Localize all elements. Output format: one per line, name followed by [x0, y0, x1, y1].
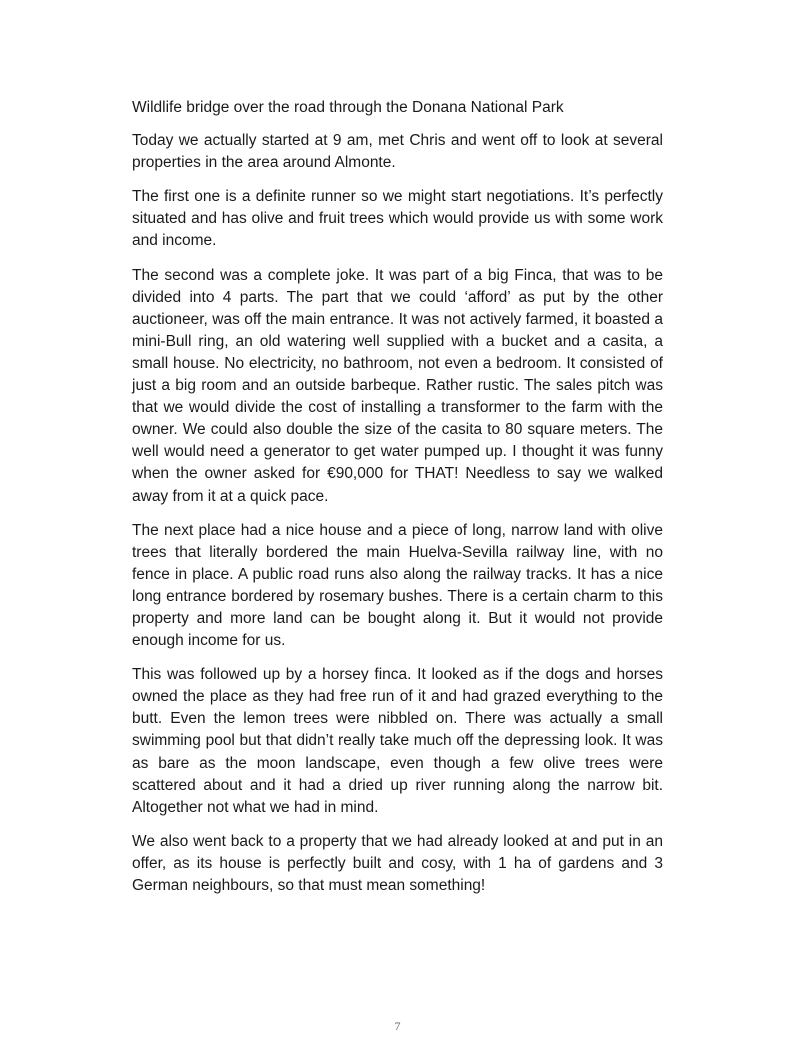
- paragraph: This was followed up by a horsey finca. It looked as if the dogs and horses owned the place as they had free run of it and had grazed everything to the butt. Even the lemon trees were nibbled on. There was actually a small swimming pool but that didn’t really take much off the depressing look. It was as bare as the moon landscape, even though a few olive trees were scattered about and it had a dried up river running along the narrow bit. Altogether not what we had in mind.: [132, 666, 663, 816]
- paragraph: The second was a complete joke. It was part of a big Finca, that was to be divided into 4 parts. The part that we could ‘afford’ as put by the other auctioneer, was off the main entrance. It was not actively farmed, it boasted a mini-Bull ring, an old watering well supplied with a bucket and a casita, a small house. No electricity, no bathroom, not even a bedroom. It consisted of just a big room and an outside barbeque. Rather rustic. The sales pitch was that we would divide the cost of installing a transformer to the farm with the owner. We could also double the size of the casita to 80 square meters. The well would need a generator to get water pumped up. I thought it was funny when the owner asked for €90,000 for THAT! Needless to say we walked away from it at a quick pace.: [132, 266, 663, 505]
- paragraph: Today we actually started at 9 am, met Chris and went off to look at several properties in the area around Almonte.: [132, 132, 663, 172]
- photo-caption: Wildlife bridge over the road through the Donana National Park: [132, 99, 564, 116]
- page-number: 7: [394, 1019, 401, 1033]
- page-body: [132, 97, 663, 909]
- paragraph: The first one is a definite runner so we might start negotiations. It’s perfectly situated and has olive and fruit trees which would provide us with some work and income.: [132, 188, 663, 250]
- paragraph: The next place had a nice house and a piece of long, narrow land with olive trees that literally bordered the main Huelva-Sevilla railway line, with no fence in place. A public road runs also along the railway tracks. It has a nice long entrance bordered by rosemary bushes. There is a certain charm to this property and more land can be bought along it. But it would not provide enough income for us.: [132, 521, 663, 650]
- paragraph: We also went back to a property that we had already looked at and put in an offer, as its house is perfectly built and cosy, with 1 ha of gardens and 3 German neighbours, so that must mean something!: [132, 832, 663, 894]
